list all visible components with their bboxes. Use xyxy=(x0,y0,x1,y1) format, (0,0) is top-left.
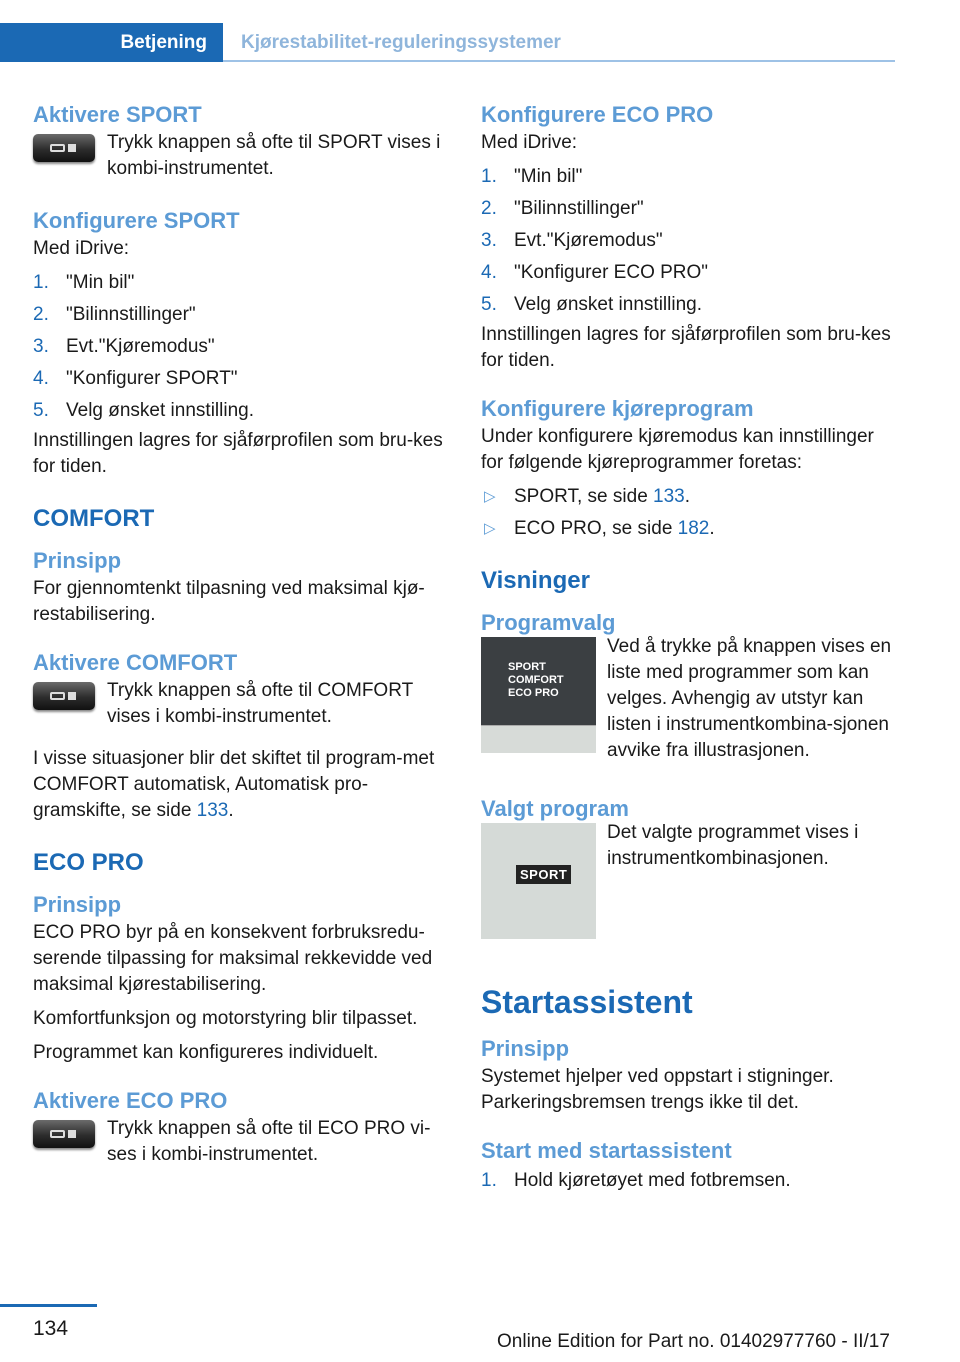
tab-section xyxy=(0,23,223,62)
list-item: 4. "Konfigurer ECO PRO" xyxy=(481,262,709,283)
heading-start-with-assistant: Start med startassistent xyxy=(481,1138,732,1163)
activate-comfort-row xyxy=(33,678,449,734)
start-steps xyxy=(481,1168,896,1194)
eco-p2: Komfortfunksjon og motorstyring blir tilpasset. xyxy=(33,1008,418,1029)
selected-program-image xyxy=(481,823,596,939)
activate-sport-row xyxy=(33,130,449,186)
heading-start-assistant: Startassistent xyxy=(481,984,693,1020)
heading-eco-pro: ECO PRO xyxy=(33,849,144,876)
list-item: ▷ ECO PRO, se side 182. xyxy=(481,516,896,542)
list-item: 1. Hold kjøretøyet med fotbremsen. xyxy=(481,1170,791,1191)
comfort-situation-text: I visse situasjoner blir det skiftet til program-met COMFORT automatisk, Automatisk pro-gramskifte, se side 133. xyxy=(33,748,435,821)
eco-p3: Programmet kan konfigureres individuelt. xyxy=(33,1042,379,1063)
sport-steps xyxy=(33,270,449,424)
eco-note: Innstillingen lagres for sjåførprofilen som bru-kes for tiden. xyxy=(481,324,891,371)
tab-chapter: Kjørestabilitet-reguleringssystemer xyxy=(241,32,561,53)
page-number-rule xyxy=(0,1304,97,1307)
mode-button-icon xyxy=(33,134,95,162)
heading-activate-comfort: Aktivere COMFORT xyxy=(33,650,238,675)
heading-configure-sport: Konfigurere SPORT xyxy=(33,208,240,233)
triangle-bullet-icon: ▷ xyxy=(484,520,496,537)
heading-activate-eco: Aktivere ECO PRO xyxy=(33,1088,228,1113)
page-link[interactable]: 182 xyxy=(677,518,710,539)
footer-edition: Online Edition for Part no. 01402977760 - II/17 xyxy=(497,1331,890,1352)
program-selection-text: Ved å trykke på knappen vises en liste med programmer som kan velges. Avhengig av utstyr kan listen i instrumentkombina-sjonen avvike fra illustrasjonen. xyxy=(607,636,892,761)
drive-program-list xyxy=(481,484,896,542)
image-line: SPORT xyxy=(508,661,546,673)
right-column xyxy=(481,100,896,1194)
sport-note: Innstillingen lagres for sjåførprofilen som bru-kes for tiden. xyxy=(33,430,443,477)
heading-program-selection: Programvalg xyxy=(481,610,616,635)
image-line: COMFORT xyxy=(508,674,564,686)
heading-configure-eco: Konfigurere ECO PRO xyxy=(481,102,714,127)
activate-eco-row xyxy=(33,1116,449,1172)
idrive-intro: Med iDrive: xyxy=(33,238,130,259)
header-rule xyxy=(223,60,895,62)
triangle-bullet-icon: ▷ xyxy=(484,488,496,505)
heading-selected-program: Valgt program xyxy=(481,796,629,821)
list-item: 2. "Bilinnstillinger" xyxy=(33,304,196,325)
program-selection-row xyxy=(481,608,896,764)
list-item: 4. "Konfigurer SPORT" xyxy=(33,368,238,389)
list-item: 1. "Min bil" xyxy=(33,272,135,293)
list-item: 3. Evt."Kjøremodus" xyxy=(481,230,663,251)
heading-drive-program: Konfigurere kjøreprogram xyxy=(481,396,754,421)
selected-program-row xyxy=(481,794,896,944)
heading-comfort: COMFORT xyxy=(33,505,155,532)
mode-button-icon xyxy=(33,682,95,710)
list-item: 1. "Min bil" xyxy=(481,166,583,187)
drive-program-text: Under konfigurere kjøremodus kan innstillinger for følgende kjøreprogrammer foretas: xyxy=(481,426,874,473)
heading-activate-sport: Aktivere SPORT xyxy=(33,102,202,127)
activate-comfort-text: Trykk knappen så ofte til COMFORT vises i kombi-instrumentet. xyxy=(107,680,413,727)
start-principle-text: Systemet hjelper ved oppstart i stigninger. Parkeringsbremsen trengs ikke til det. xyxy=(481,1066,834,1113)
eco-steps xyxy=(481,164,896,318)
activate-sport-text: Trykk knappen så ofte til SPORT vises i kombi-instrumentet. xyxy=(107,132,441,179)
eco-p1: ECO PRO byr på en konsekvent forbruksredu-serende tilpassing for maksimal rekkevidde ved maksimal kjørestabilisering. xyxy=(33,922,433,995)
page-link[interactable]: 133 xyxy=(653,486,685,507)
selected-program-text: Det valgte programmet vises i instrumentkombinasjonen. xyxy=(607,822,859,869)
tab-section-label: Betjening xyxy=(120,32,207,53)
heading-displays: Visninger xyxy=(481,567,590,594)
mode-button-icon xyxy=(33,1120,95,1148)
heading-start-principle: Prinsipp xyxy=(481,1036,570,1061)
program-list-image xyxy=(481,637,596,753)
activate-eco-text: Trykk knappen så ofte til ECO PRO vi-ses i kombi-instrumentet. xyxy=(107,1118,431,1165)
heading-comfort-principle: Prinsipp xyxy=(33,548,122,573)
list-item: 5. Velg ønsket innstilling. xyxy=(481,294,702,315)
left-column xyxy=(33,100,449,1172)
list-item: 5. Velg ønsket innstilling. xyxy=(33,400,254,421)
sport-badge: SPORT xyxy=(516,865,571,884)
idrive-intro: Med iDrive: xyxy=(481,132,578,153)
list-item: 3. Evt."Kjøremodus" xyxy=(33,336,215,357)
page-number: 134 xyxy=(33,1317,69,1340)
heading-eco-principle: Prinsipp xyxy=(33,892,122,917)
page-link[interactable]: 133 xyxy=(196,800,229,821)
image-line: ECO PRO xyxy=(508,687,559,699)
list-item: 2. "Bilinnstillinger" xyxy=(481,198,644,219)
comfort-principle-text: For gjennomtenkt tilpasning ved maksimal kjø-restabilisering. xyxy=(33,578,425,625)
header-tabs xyxy=(0,23,895,62)
list-item: ▷ SPORT, se side 133. xyxy=(481,484,896,510)
